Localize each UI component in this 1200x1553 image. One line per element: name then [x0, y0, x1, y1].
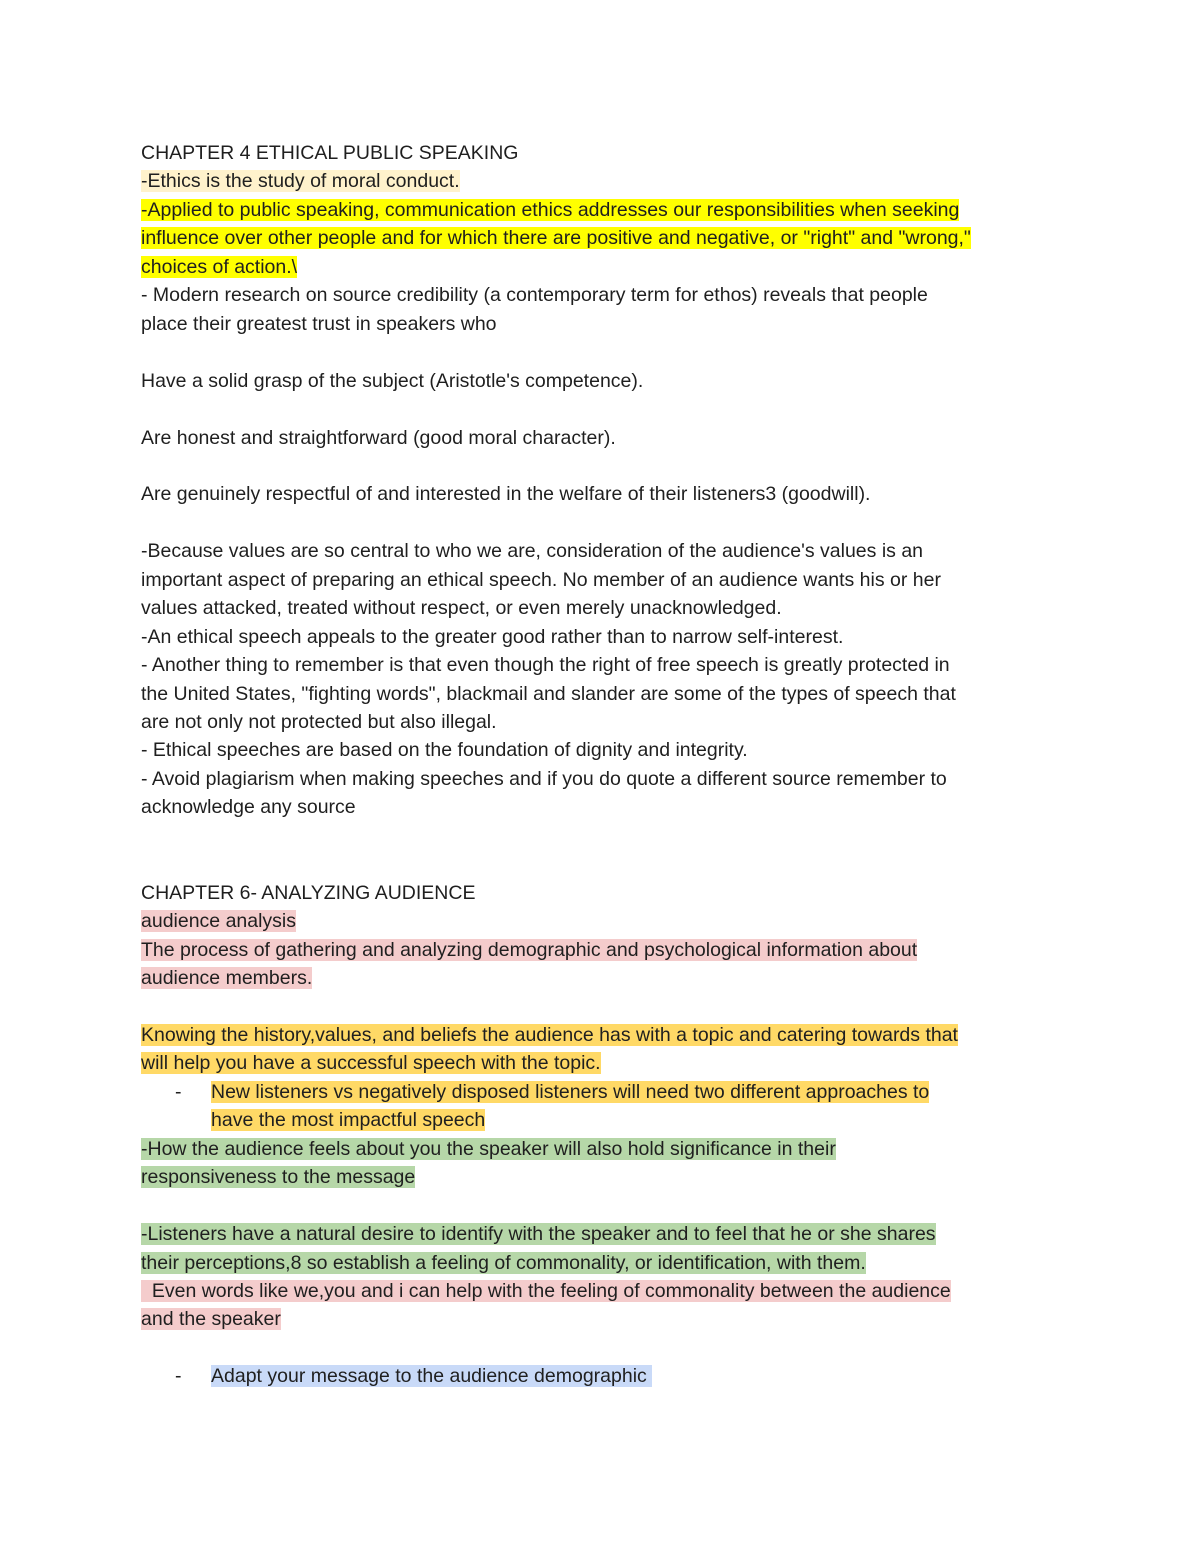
audience-analysis-definition-line-2 — [141, 964, 1071, 992]
plagiarism-line-1: - Avoid plagiarism when making speeches and if you do quote a different source remember to — [141, 767, 947, 790]
listeners-bullet-text-2: have the most impactful speech — [211, 1109, 486, 1132]
listeners-bullet-line-2 — [141, 1106, 1071, 1134]
spacer — [141, 452, 1071, 480]
audience-analysis-definition-line-1 — [141, 936, 1071, 964]
values-line-1: -Because values are so central to who we are, consideration of the audience's values is an — [141, 540, 924, 563]
history-values-text-1: Knowing the history,values, and beliefs the audience has with a topic and catering towards that — [141, 1023, 958, 1046]
audience-feels-text-2: responsiveness to the message — [141, 1166, 416, 1189]
plagiarism-line-2: acknowledge any source — [141, 796, 356, 819]
audience-feels-line-2 — [141, 1163, 1071, 1191]
identify-line-2 — [141, 1249, 1071, 1277]
audience-analysis-term-text: audience analysis — [141, 910, 297, 933]
spacer — [141, 993, 1071, 1021]
free-speech-line-1: - Another thing to remember is that even though the right of free speech is greatly protected in — [141, 654, 950, 677]
spacer — [141, 509, 1071, 537]
dignity-line: - Ethical speeches are based on the foundation of dignity and integrity. — [141, 739, 748, 762]
greater-good-line: -An ethical speech appeals to the greater good rather than to narrow self-interest. — [141, 625, 844, 648]
commonality-words-line-1 — [141, 1277, 1071, 1305]
ethics-definition — [141, 167, 1071, 195]
history-values-line-2 — [141, 1049, 1071, 1077]
document-body — [141, 139, 1071, 1391]
values-line-2: important aspect of preparing an ethical speech. No member of an audience wants his or her — [141, 568, 941, 591]
history-values-text-2: will help you have a successful speech with the topic. — [141, 1052, 601, 1075]
identify-line-1 — [141, 1220, 1071, 1248]
spacer — [141, 822, 1071, 850]
commonality-words-line-2 — [141, 1305, 1071, 1333]
modern-research-line-2: place their greatest trust in speakers who — [141, 312, 497, 335]
adapt-message-bullet — [141, 1362, 1071, 1390]
identify-text-1: -Listeners have a natural desire to identify with the speaker and to feel that he or she shares — [141, 1223, 936, 1246]
commonality-words-text-1: Even words like we,you and i can help with the feeling of commonality between the audience — [141, 1280, 951, 1302]
applied-ethics-line-2 — [141, 224, 1071, 252]
chapter-4-heading — [141, 139, 1071, 167]
bullet-dash: - — [175, 1080, 182, 1103]
applied-ethics-text-2: influence over other people and for which there are positive and negative, or "right" and "wrong," — [141, 227, 971, 250]
free-speech-line-3: are not only not protected but also illegal. — [141, 711, 497, 733]
audience-analysis-term — [141, 907, 1071, 935]
spacer — [141, 338, 1071, 366]
identify-text-2: their perceptions,8 so establish a feeling of commonality, or identification, with them. — [141, 1251, 866, 1274]
spacer — [141, 1334, 1071, 1362]
bullet-dash: - — [175, 1365, 182, 1388]
audience-analysis-definition-text-2: audience members. — [141, 967, 313, 990]
moral-character-line: Are honest and straightforward (good moral character). — [141, 426, 616, 449]
adapt-message-text: Adapt your message to the audience demographic — [211, 1365, 653, 1388]
chapter-4-heading-text: CHAPTER 4 ETHICAL PUBLIC SPEAKING — [141, 142, 519, 164]
goodwill-line: Are genuinely respectful of and interested in the welfare of their listeners3 (goodwill). — [141, 483, 871, 506]
audience-feels-text-1: -How the audience feels about you the speaker will also hold significance in their — [141, 1137, 836, 1160]
spacer — [141, 395, 1071, 423]
modern-research-line-1: - Modern research on source credibility (a contemporary term for ethos) reveals that people — [141, 284, 928, 307]
free-speech-line-2: the United States, "fighting words", blackmail and slander are some of the types of speech that — [141, 682, 956, 705]
ethics-definition-text: -Ethics is the study of moral conduct. — [141, 170, 460, 193]
applied-ethics-line-3 — [141, 253, 1071, 281]
audience-feels-line-1 — [141, 1135, 1071, 1163]
values-line-3: values attacked, treated without respect, or even merely unacknowledged. — [141, 597, 782, 620]
audience-analysis-definition-text-1: The process of gathering and analyzing demographic and psychological information about — [141, 938, 918, 961]
listeners-bullet-text-1: New listeners vs negatively disposed listeners will need two different approaches to — [211, 1080, 930, 1103]
competence-line: Have a solid grasp of the subject (Aristotle's competence). — [141, 369, 644, 392]
commonality-words-text-2: and the speaker — [141, 1308, 281, 1331]
chapter-6-heading: CHAPTER 6- ANALYZING AUDIENCE — [141, 881, 476, 904]
listeners-bullet-line-1 — [141, 1078, 1071, 1106]
applied-ethics-text-3: choices of action.\ — [141, 255, 298, 278]
spacer — [141, 1192, 1071, 1220]
spacer — [141, 850, 1071, 878]
applied-ethics-text-1: -Applied to public speaking, communication ethics addresses our responsibilities when seeking — [141, 198, 960, 221]
applied-ethics-line-1 — [141, 196, 1071, 224]
history-values-line-1 — [141, 1021, 1071, 1049]
